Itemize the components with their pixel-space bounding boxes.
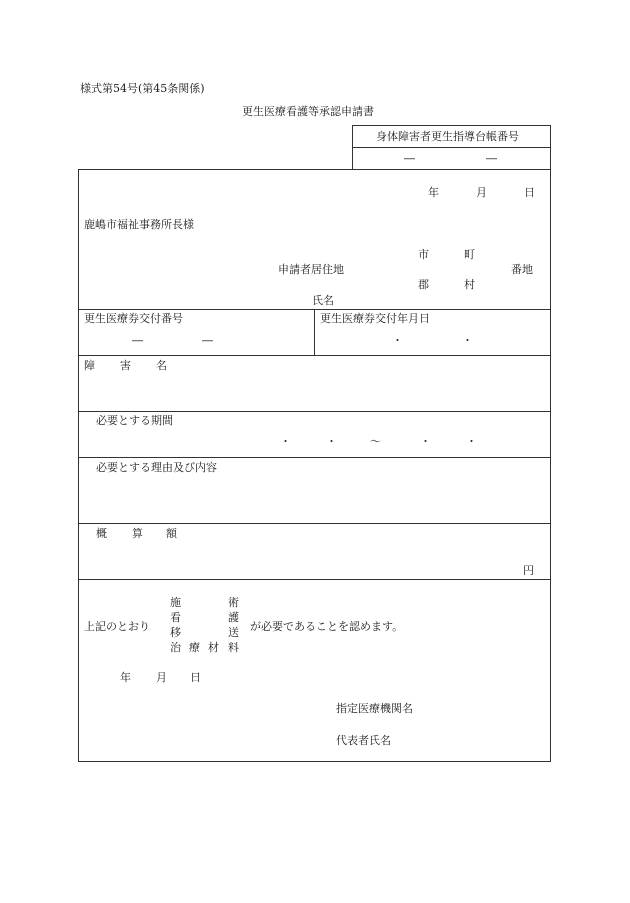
address-banchi: 番地 xyxy=(511,263,533,276)
approval-option-materials-char-3: 材 xyxy=(208,641,219,654)
divider-after-certificate xyxy=(78,355,551,356)
approval-date-year: 年 xyxy=(120,671,131,684)
approval-option-materials-char-1: 治 xyxy=(170,641,181,654)
approval-option-nursing-char-2: 護 xyxy=(228,611,239,624)
period-range-tilde: ～ xyxy=(370,435,381,448)
divider-after-disability xyxy=(78,411,551,412)
period-start-dot-1: ・ xyxy=(280,435,291,448)
medical-institution-label: 指定医療機関名 xyxy=(336,702,413,715)
form-number-label: 様式第54号(第45条関係) xyxy=(80,82,205,95)
approval-option-transfer-char-1: 移 xyxy=(170,626,181,639)
period-end-dot-1: ・ xyxy=(420,435,431,448)
disability-label-char-1: 障 xyxy=(84,359,95,372)
addressee: 鹿嶋市福祉事務所長様 xyxy=(84,218,194,231)
address-town: 町 xyxy=(464,248,475,261)
application-date-month: 月 xyxy=(476,186,487,199)
address-county: 郡 xyxy=(418,278,429,291)
reason-label: 必要とする理由及び内容 xyxy=(96,461,217,474)
divider-after-reason xyxy=(78,523,551,524)
address-village: 村 xyxy=(464,278,475,291)
application-date-year: 年 xyxy=(428,186,439,199)
period-start-dot-2: ・ xyxy=(326,435,337,448)
estimate-label-char-1: 概 xyxy=(96,527,107,540)
approval-option-materials-char-2: 療 xyxy=(189,641,200,654)
approval-option-surgery-char-2: 術 xyxy=(228,596,239,609)
approval-suffix: が必要であることを認めます。 xyxy=(250,620,404,633)
register-box-divider xyxy=(352,147,551,148)
certificate-date-label: 更生医療券交付年月日 xyxy=(320,312,430,325)
estimate-label-char-3: 額 xyxy=(166,527,177,540)
estimate-label-char-2: 算 xyxy=(132,527,143,540)
certificate-number-dash-1: ― xyxy=(132,334,143,347)
disability-label-char-2: 害 xyxy=(120,359,131,372)
approval-option-materials-char-4: 料 xyxy=(228,641,239,654)
period-end-dot-2: ・ xyxy=(466,435,477,448)
approval-option-transfer-char-2: 送 xyxy=(228,626,239,639)
application-date-day: 日 xyxy=(524,186,535,199)
certificate-date-dot-2: ・ xyxy=(462,334,473,347)
approval-date-day: 日 xyxy=(190,671,201,684)
divider-after-estimate xyxy=(78,579,551,580)
representative-name-label: 代表者氏名 xyxy=(336,734,391,747)
approval-option-surgery-char-1: 施 xyxy=(170,596,181,609)
address-city: 市 xyxy=(418,248,429,261)
approval-prefix: 上記のとおり xyxy=(84,620,150,633)
disability-label-char-3: 名 xyxy=(156,359,167,372)
certificate-number-label: 更生医療券交付番号 xyxy=(84,312,183,325)
applicant-name-label: 氏名 xyxy=(312,294,334,307)
estimate-yen-unit: 円 xyxy=(523,564,534,577)
approval-date-month: 月 xyxy=(156,671,167,684)
register-number-dash-2: ― xyxy=(486,152,497,165)
register-number-dash-1: ― xyxy=(404,152,415,165)
applicant-address-label: 申請者居住地 xyxy=(278,263,344,276)
register-number-header: 身体障害者更生指導台帳番号 xyxy=(376,130,519,143)
certificate-column-divider xyxy=(314,309,315,355)
period-label: 必要とする期間 xyxy=(96,414,173,427)
certificate-date-dot-1: ・ xyxy=(392,334,403,347)
approval-option-nursing-char-1: 看 xyxy=(170,611,181,624)
certificate-number-dash-2: ― xyxy=(202,334,213,347)
document-title: 更生医療看護等承認申請書 xyxy=(242,105,374,118)
divider-after-period xyxy=(78,457,551,458)
